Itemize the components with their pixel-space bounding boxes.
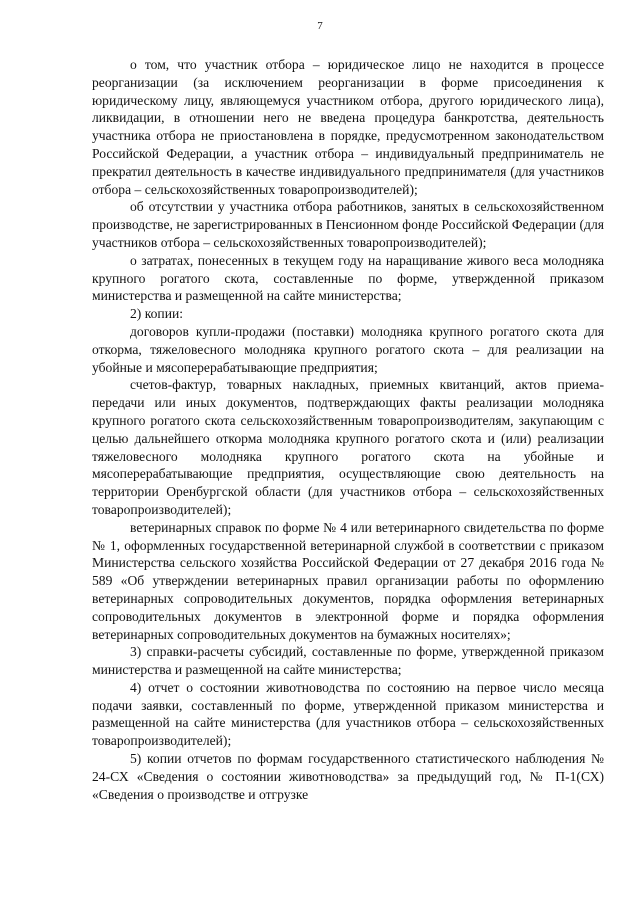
paragraph-invoices: счетов-фактур, товарных накладных, приемных квитанций, актов приема-передачи или иных документов, подтверждающих факты реализации молодняка крупного рогатого скота сельскохозяйственным товаропроизводителям, закупающим с целью дальнейшего откорма молодняка крупного рогатого скота и (или) реализации тяжеловесного молодняка крупного рогатого скота на убойные и мясоперерабатывающие предприятия, осуществляющие свою деятельность на территории Оренбургской области (для участников отбора – сельскохозяйственных товаропроизводителей); (92, 377, 604, 517)
body-text (92, 56, 604, 803)
paragraph-costs-statement: о затратах, понесенных в текущем году на наращивание живого веса молодняка крупного рогатого скота, составленные по форме, утвержденной приказом министерства и размещенной на сайте министерства; (92, 252, 604, 304)
paragraph-contracts: договоров купли-продажи (поставки) молодняка крупного рогатого скота для откорма, тяжеловесного молодняка крупного рогатого скота – для реализации на убойные и мясоперерабатывающие предприятия; (92, 323, 604, 375)
paragraph-reorganization-statement: о том, что участник отбора – юридическое лицо не находится в процессе реорганизации (за исключением реорганизации в форме присоединения к юридическому лицу, являющемуся участником отбора, другого юридического лица), ликвидации, в отношении него не введена процедура банкротства, деятельность участника отбора не приостановлена в порядке, предусмотренном законодательством Российской Федерации, а участник отбора – индивидуальный предприниматель не прекратил деятельность в качестве индивидуального предпринимателя (для участников отбора – сельскохозяйственных товаропроизводителей); (92, 57, 604, 197)
paragraph-copies-heading: 2) копии: (130, 306, 184, 322)
paragraph-statistical-reports: 5) копии отчетов по формам государственного статистического наблюдения № 24-СХ «Сведения о состоянии животноводства» за предыдущий год, № П-1(СХ) «Сведения о производстве и отгрузке (92, 751, 604, 802)
paragraph-livestock-report: 4) отчет о состоянии животноводства по состоянию на первое число месяца подачи заявки, составленный по форме, утвержденной приказом министерства и размещенной на сайте министерства (для участников отбора – сельскохозяйственных товаропроизводителей); (92, 679, 604, 749)
paragraph-no-workers-statement: об отсутствии у участника отбора работников, занятых в сельскохозяйственном производстве, не зарегистрированных в Пенсионном фонде Российской Федерации (для участников отбора – сельскохозяйственных товаропроизводителей); (92, 199, 604, 250)
paragraph-veterinary-certificates: ветеринарных справок по форме № 4 или ветеринарного свидетельства по форме № 1, оформленных государственной ветеринарной службой в соответствии с приказом Министерства сельского хозяйства Российской Федерации от 27 декабря 2016 года № 589 «Об утверждении ветеринарных правил организации работы по оформлению ветеринарных сопроводительных документов, порядка оформления ветеринарных сопроводительных документов в электронной форме и порядка оформления ветеринарных сопроводительных документов на бумажных носителях»; (92, 519, 604, 642)
page-number: 7 (317, 20, 323, 32)
paragraph-subsidy-calculations: 3) справки-расчеты субсидий, составленные по форме, утвержденной приказом министерства и размещенной на сайте министерства; (92, 644, 604, 678)
